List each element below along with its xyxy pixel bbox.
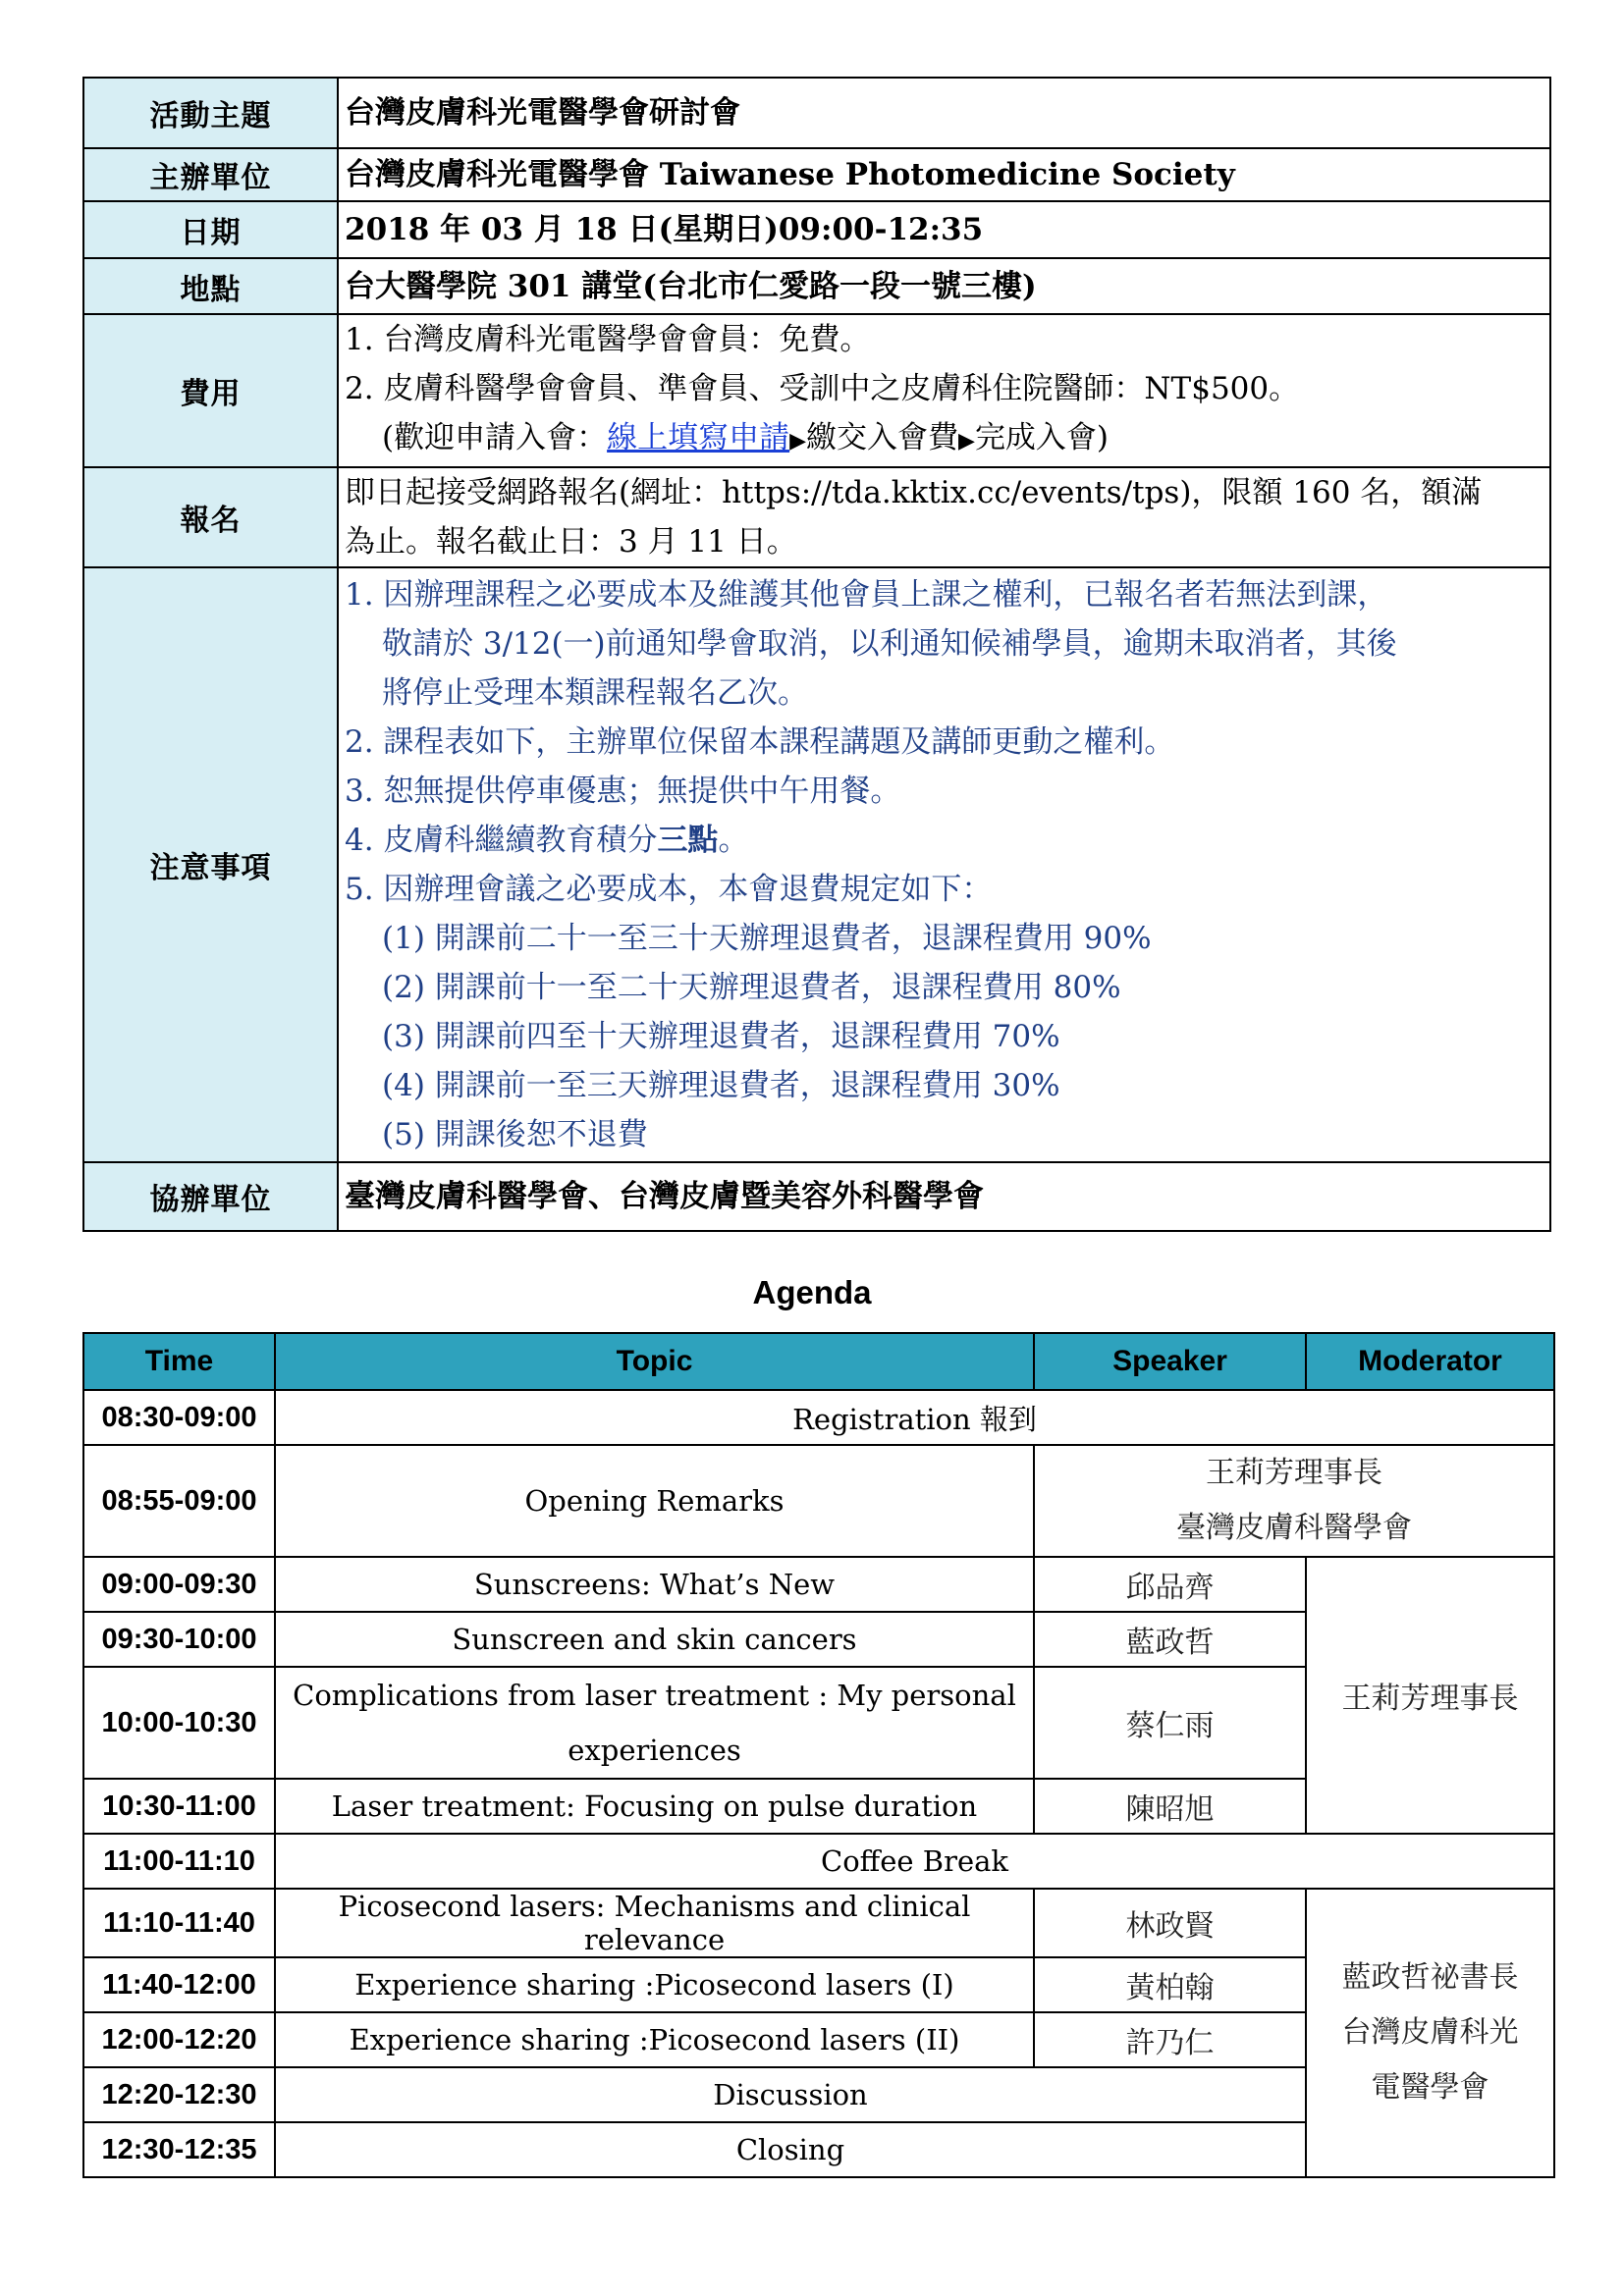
refund-rule: (5) 開課後恕不退費 (382, 1117, 648, 1152)
theme-label: 活動主題 (83, 78, 338, 148)
header-topic: Topic (275, 1333, 1034, 1390)
registration-line: 即日起接受網路報名(網址：https://tda.kktix.cc/events/tps)，限額 160 名，額滿 (345, 475, 1483, 510)
note-item (345, 816, 1543, 865)
topic-line: experiences (568, 1734, 741, 1767)
session-speaker: 蔡仁雨 (1034, 1667, 1306, 1779)
session-topic: Coffee Break (275, 1834, 1554, 1889)
session-time: 09:00-09:30 (83, 1557, 275, 1612)
topic-line: Complications from laser treatment : My personal (293, 1679, 1016, 1712)
refund-rule: (1) 開課前二十一至三十天辦理退費者，退課程費用 90% (382, 921, 1152, 956)
note-item: 1. 因辦理課程之必要成本及維護其他會員上課之權利，已報名者若無法到課， (345, 577, 1388, 613)
join-prefix: (歡迎申請入會： (382, 420, 608, 455)
session-topic: Laser treatment: Focusing on pulse duration (275, 1779, 1034, 1834)
note-item: 將停止受理本類課程報名乙次。 (382, 675, 808, 711)
moderator-affiliation: 台灣皮膚科光 (1341, 2015, 1519, 2050)
speaker-affiliation: 臺灣皮膚科醫學會 (1176, 1511, 1412, 1545)
join-suffix: 完成入會) (974, 420, 1110, 455)
online-application-link[interactable]: 線上填寫申請 (607, 420, 790, 455)
notes-value (338, 567, 1550, 1162)
moderator-block-2 (1306, 1889, 1554, 2177)
moderator-block-1: 王莉芳理事長 (1306, 1557, 1554, 1834)
organizer-value: 台灣皮膚科光電醫學會 Taiwanese Photomedicine Society (338, 148, 1550, 201)
organizer-label: 主辦單位 (83, 148, 338, 201)
theme-value: 台灣皮膚科光電醫學會研討會 (338, 78, 1550, 148)
session-time: 12:30-12:35 (83, 2122, 275, 2177)
agenda-title: Agenda (752, 1274, 872, 1310)
venue-label: 地點 (83, 258, 338, 314)
session-speaker: 藍政哲 (1034, 1612, 1306, 1667)
date-label: 日期 (83, 201, 338, 258)
registration-line: 為止。報名截止日：3 月 11 日。 (345, 524, 797, 560)
note-4-suffix: 。 (718, 823, 749, 858)
moderator-name: 藍政哲祕書長 (1341, 1960, 1519, 1995)
session-speaker: 黃柏翰 (1034, 1957, 1306, 2012)
session-speaker: 許乃仁 (1034, 2012, 1306, 2067)
registration-label: 報名 (83, 467, 338, 567)
agenda-table (82, 1332, 1555, 2178)
note-item: 敬請於 3/12(一)前通知學會取消，以利通知候補學員，逾期未取消者，其後 (382, 626, 1397, 662)
session-topic: Picosecond lasers: Mechanisms and clinical relevance (275, 1889, 1034, 1957)
note-item: 5. 因辦理會議之必要成本，本會退費規定如下： (345, 872, 993, 907)
session-time: 12:20-12:30 (83, 2067, 275, 2122)
refund-rule: (2) 開課前十一至二十天辦理退費者，退課程費用 80% (382, 970, 1121, 1005)
session-topic: Sunscreens: What’s New (275, 1557, 1034, 1612)
session-topic (275, 1667, 1034, 1779)
coorganizer-label: 協辦單位 (83, 1162, 338, 1231)
notes-label: 注意事項 (83, 567, 338, 1162)
session-time: 09:30-10:00 (83, 1612, 275, 1667)
fee-line-join (345, 413, 1543, 466)
venue-value: 台大醫學院 301 講堂(台北市仁愛路一段一號三樓) (338, 258, 1550, 314)
session-topic: Closing (275, 2122, 1306, 2177)
header-time: Time (83, 1333, 275, 1390)
table-row (83, 1834, 1554, 1889)
session-time: 08:55-09:00 (83, 1445, 275, 1557)
session-speaker: 林政賢 (1034, 1889, 1306, 1957)
session-speaker: 陳昭旭 (1034, 1779, 1306, 1834)
coorganizer-value: 臺灣皮膚科醫學會、台灣皮膚暨美容外科醫學會 (338, 1162, 1550, 1231)
arrow-right-icon: ▶ (958, 429, 975, 454)
join-mid: 繳交入會費 (806, 420, 959, 455)
registration-value (338, 467, 1550, 567)
session-topic: Experience sharing :Picosecond lasers (II) (275, 2012, 1034, 2067)
header-speaker: Speaker (1034, 1333, 1306, 1390)
session-topic: Registration 報到 (275, 1390, 1554, 1445)
session-topic: Sunscreen and skin cancers (275, 1612, 1034, 1667)
table-row (83, 1889, 1554, 1957)
session-topic: Discussion (275, 2067, 1306, 2122)
refund-rule: (3) 開課前四至十天辦理退費者，退課程費用 70% (382, 1019, 1060, 1054)
session-time: 11:00-11:10 (83, 1834, 275, 1889)
session-time: 11:10-11:40 (83, 1889, 275, 1957)
arrow-right-icon: ▶ (789, 429, 807, 454)
session-time: 12:00-12:20 (83, 2012, 275, 2067)
date-value: 2018 年 03 月 18 日(星期日)09:00-12:35 (338, 201, 1550, 258)
session-topic: Opening Remarks (275, 1445, 1034, 1557)
refund-rule: (4) 開課前一至三天辦理退費者，退課程費用 30% (382, 1068, 1060, 1103)
fee-label: 費用 (83, 314, 338, 467)
session-speaker (1034, 1445, 1554, 1557)
fee-line-others: 2. 皮膚科醫學會會員、準會員、受訓中之皮膚科住院醫師：NT$500。 (345, 371, 1300, 406)
moderator-affiliation: 電醫學會 (1371, 2070, 1489, 2105)
fee-value (338, 314, 1550, 467)
event-info-table (82, 77, 1551, 1232)
fee-line-members: 1. 台灣皮膚科光電醫學會會員：免費。 (345, 322, 871, 357)
note-4-prefix: 4. 皮膚科繼續教育積分 (345, 823, 658, 858)
note-item: 2. 課程表如下，主辦單位保留本課程講題及講師更動之權利。 (345, 724, 1175, 760)
speaker-name: 王莉芳理事長 (1206, 1456, 1382, 1490)
session-speaker: 邱品齊 (1034, 1557, 1306, 1612)
session-topic: Experience sharing :Picosecond lasers (I) (275, 1957, 1034, 2012)
header-moderator: Moderator (1306, 1333, 1554, 1390)
session-time: 11:40-12:00 (83, 1957, 275, 2012)
table-row (83, 1390, 1554, 1445)
session-time: 10:30-11:00 (83, 1779, 275, 1834)
session-time: 08:30-09:00 (83, 1390, 275, 1445)
note-4-credits: 三點 (657, 823, 719, 858)
session-time: 10:00-10:30 (83, 1667, 275, 1779)
note-item: 3. 恕無提供停車優惠；無提供中午用餐。 (345, 774, 901, 809)
table-row (83, 1557, 1554, 1612)
table-row (83, 1445, 1554, 1557)
